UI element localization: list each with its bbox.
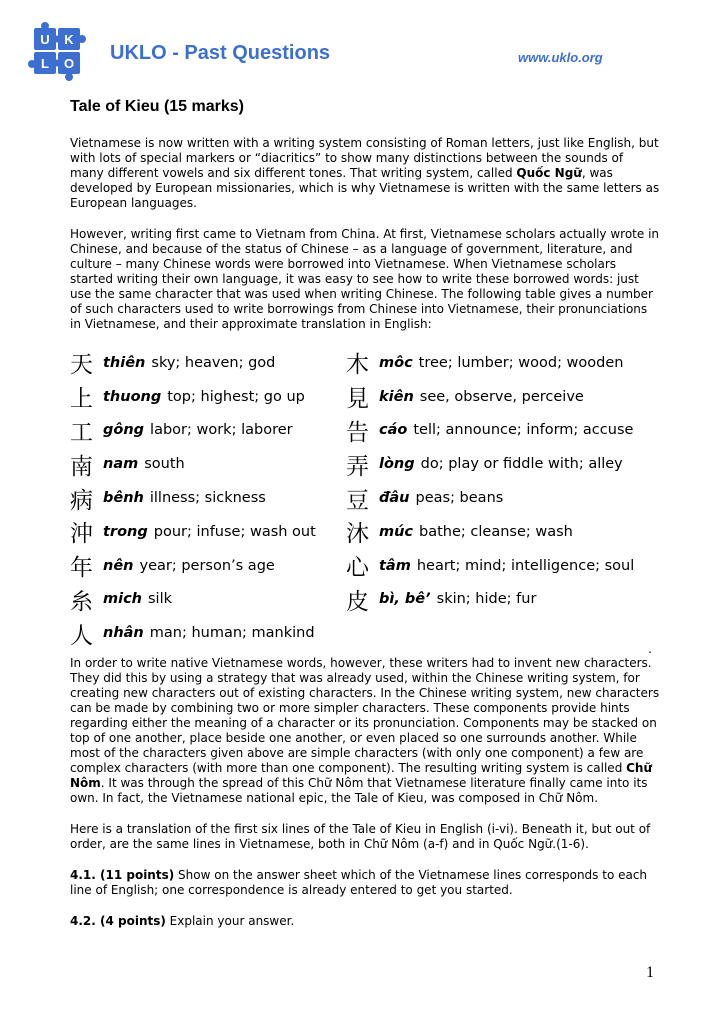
vietnamese-reading: mich [103, 591, 142, 608]
chinese-character: 糸 [70, 588, 93, 615]
intro-text-a: Vietnamese is now written with a writing system consisting of Roman letters, just like English, but with lots of special markers or “diacritics” to show many distinctions between the sounds of many different vowels and six different tones. That writing system, called [70, 136, 659, 180]
english-gloss: bathe; cleanse; wash [419, 523, 573, 540]
chinese-character: 皮 [346, 588, 369, 615]
vietnamese-reading: thiên [103, 354, 146, 371]
chu-nom-text-a: In order to write native Vietnamese words, however, these writers had to invent new characters. They did this by using a strategy that was already used, within the Chinese writing system, for creating new characters out of existing characters. In the Chinese writing system, new characters can be made by combining two or more simpler characters. These components provide hints regarding either the meaning of a character or its pronunciation. Components may be stacked on top of one another, place beside one another, or even placed so one surrounds another. While most of the characters given above are simple characters (with only one component) a few are complex characters (with more than one component). The resulting writing system is called [70, 656, 660, 775]
vietnamese-reading: gông [103, 422, 145, 439]
question-title: Tale of Kieu (15 marks) [70, 98, 244, 115]
english-gloss: illness; sickness [149, 490, 266, 507]
vietnamese-reading: bênh [103, 490, 144, 507]
table-row [70, 447, 316, 481]
english-gloss: peas; beans [415, 490, 504, 507]
vietnamese-reading: thuong [103, 388, 162, 405]
history-paragraph: However, writing first came to Vietnam from China. At first, Vietnamese scholars actually wrote in Chinese, and because of the status of Chinese – as a language of government, literature, and culture – many Chinese words were borrowed into Vietnamese. When Vietnamese scholars started writing their own language, it was easy to see how to write these borrowed words: just use the same character that was used when writing Chinese. The following table gives a number of such characters used to write borrowings from Chinese into Vietnamese, their pronunciations in Vietnamese, and their approximate translation in English: [70, 227, 660, 331]
question-4-2-text: Explain your answer. [165, 914, 295, 928]
table-row [346, 481, 634, 515]
vietnamese-reading: môc [379, 354, 413, 371]
vietnamese-reading: kiên [379, 388, 414, 405]
table-row [70, 380, 316, 414]
translation-paragraph: Here is a translation of the first six lines of the Tale of Kieu in English (i-vi). Beneath it, but out of order, are the same lines in Vietnamese, both in Chữ Nôm (a-f) and in Quốc Ngữ.(1-6). [70, 822, 651, 851]
chinese-character: 人 [70, 622, 93, 649]
chinese-character: 木 [346, 352, 369, 379]
brand-title: UKLO - Past Questions [110, 42, 331, 64]
logo-letter-l: L [41, 56, 49, 71]
vietnamese-reading: trong [103, 523, 148, 540]
english-gloss: see, observe, perceive [419, 388, 584, 405]
question-4-1 [70, 868, 660, 898]
chinese-character: 沖 [70, 521, 93, 548]
chinese-character: 工 [70, 419, 93, 446]
chinese-character: 見 [346, 386, 369, 413]
chu-nom-paragraph [70, 656, 660, 806]
table-row [346, 380, 634, 414]
english-gloss: pour; infuse; wash out [153, 523, 316, 540]
english-gloss: tree; lumber; wood; wooden [418, 354, 624, 371]
table-row [70, 481, 316, 515]
vietnamese-reading: tâm [379, 557, 411, 574]
english-gloss: heart; mind; intelligence; soul [416, 557, 635, 574]
table-row [70, 346, 316, 380]
english-gloss: do; play or fiddle with; alley [420, 456, 623, 473]
logo-letter-u: U [40, 32, 50, 47]
english-gloss: skin; hide; fur [436, 591, 537, 608]
table-row [346, 549, 634, 583]
english-gloss: labor; work; laborer [150, 422, 293, 439]
character-column-right [346, 346, 634, 616]
document-body [70, 98, 660, 945]
logo-letter-k: K [64, 32, 74, 47]
chinese-character: 天 [70, 352, 93, 379]
table-row [346, 583, 634, 617]
character-table [70, 346, 660, 656]
logo-letter-o: O [63, 56, 75, 71]
table-row [346, 346, 634, 380]
english-gloss: year; person’s age [139, 557, 275, 574]
question-4-1-text: Show on the answer sheet which of the Vietnamese lines corresponds to each line of English; one correspondence is already entered to get you started. [70, 868, 648, 897]
intro-paragraph [70, 136, 660, 211]
uklo-puzzle-logo [28, 22, 86, 82]
vietnamese-reading: múc [379, 523, 414, 540]
vietnamese-reading: bì, bê’ [379, 591, 431, 608]
vietnamese-reading: nhân [103, 625, 144, 642]
question-4-2 [70, 914, 660, 929]
chinese-character: 南 [70, 453, 93, 480]
page-number: 1 [646, 964, 654, 981]
chinese-character: 豆 [346, 487, 369, 514]
vietnamese-reading: cáo [379, 422, 408, 439]
question-4-2-label: 4.2. (4 points) [70, 914, 166, 928]
site-url: www.uklo.org [518, 50, 603, 65]
table-row [70, 414, 316, 448]
chinese-character: 告 [346, 419, 369, 446]
english-gloss: tell; announce; inform; accuse [413, 422, 634, 439]
english-gloss: man; human; mankind [149, 625, 315, 642]
term-quoc-ngu: Quốc Ngữ [516, 166, 582, 180]
character-column-left [70, 346, 316, 650]
english-gloss: sky; heaven; god [151, 354, 276, 371]
question-4-1-label: 4.1. (11 points) [70, 868, 175, 882]
english-gloss: top; highest; go up [167, 388, 305, 405]
vietnamese-reading: nam [103, 456, 139, 473]
chu-nom-text-c: . It was through the spread of this Chữ Nôm that Vietnamese literature finally came into its own. In fact, the Vietnamese national epic, the Tale of Kieu, was composed in Chữ Nôm. [70, 776, 648, 805]
vietnamese-reading: đâu [379, 490, 410, 507]
table-row [346, 414, 634, 448]
english-gloss: south [144, 456, 185, 473]
chinese-character: 年 [70, 555, 93, 582]
trailing-dot: . [648, 642, 652, 656]
chinese-character: 弄 [346, 453, 369, 480]
vietnamese-reading: nên [103, 557, 134, 574]
page-header [28, 22, 708, 92]
table-row [70, 515, 316, 549]
chinese-character: 病 [70, 487, 93, 514]
table-row [70, 583, 316, 617]
intro-text-c: , was developed by European missionaries, which is why Vietnamese is written with the same letters as European languages. [70, 166, 660, 210]
table-row [346, 515, 634, 549]
table-row [346, 447, 634, 481]
chinese-character: 沐 [346, 521, 369, 548]
table-row [70, 616, 316, 650]
term-chu-nom: Chữ Nôm [70, 761, 653, 790]
vietnamese-reading: lòng [379, 456, 415, 473]
chinese-character: 心 [346, 555, 369, 582]
english-gloss: silk [148, 591, 173, 608]
chinese-character: 上 [70, 386, 93, 413]
table-row [70, 549, 316, 583]
